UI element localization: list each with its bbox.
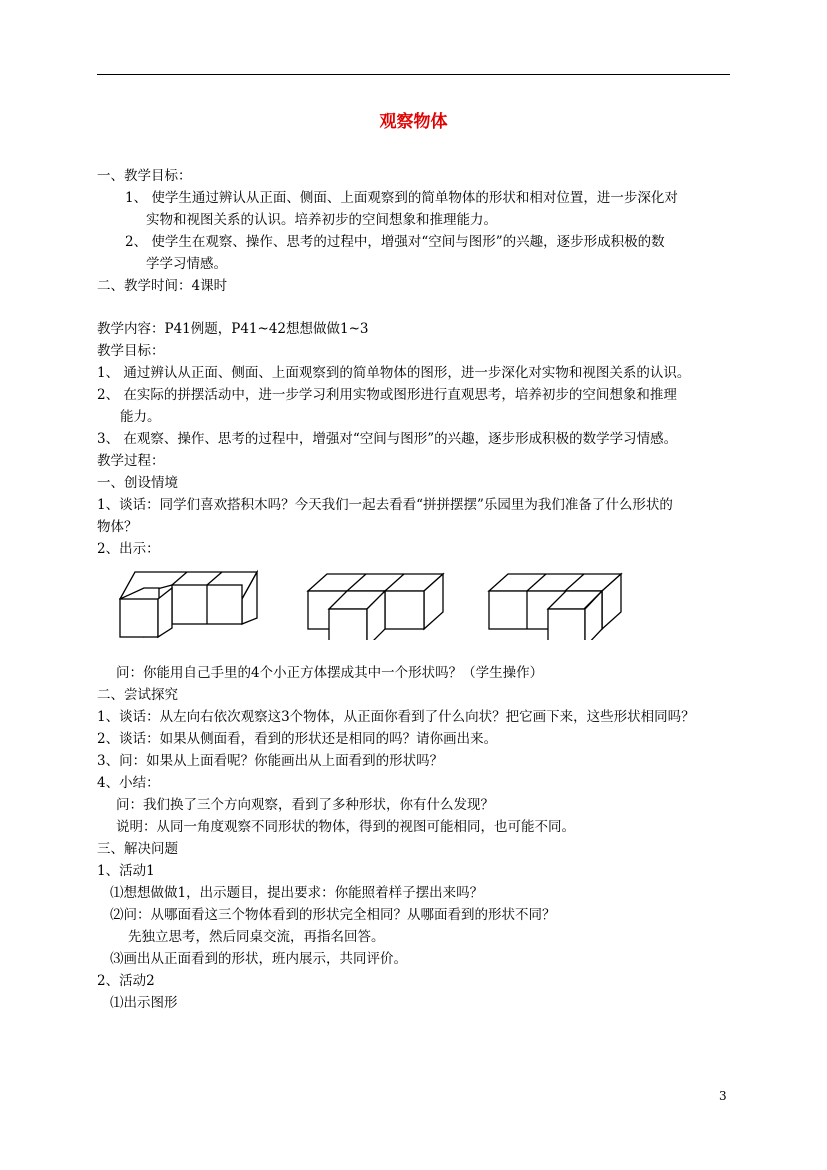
text-line: 一、教学目标： xyxy=(97,168,192,184)
text-line: 二、教学时间：4课时 xyxy=(97,278,228,294)
text-line: 3、 在观察、操作、思考的过程中，增强对“空间与图形”的兴趣，逐步形成积极的数学学习情感。 xyxy=(97,431,678,447)
text-line: 三、解决问题 xyxy=(97,841,178,857)
text-line: 问：我们换了三个方向观察，看到了多种形状，你有什么发现？ xyxy=(116,797,494,813)
text-line: 教学过程： xyxy=(97,453,165,469)
text-line: 1、 通过辨认从正面、侧面、上面观察到的简单物体的图形，进一步深化对实物和视图关系的认识。 xyxy=(97,365,691,381)
page-title: 观察物体 xyxy=(379,112,448,132)
text-line: 2、 使学生在观察、操作、思考的过程中，增强对“空间与图形”的兴趣，逐步形成积极的数 xyxy=(125,234,665,250)
text-line: 1、谈话：从左向右依次观察这3个物体，从正面你看到了什么向状？把它画下来，这些形状相同吗？ xyxy=(97,709,695,725)
text-line: 先独立思考，然后同桌交流，再指名回答。 xyxy=(128,929,385,945)
text-line: 问：你能用自己手里的4个小正方体摆成其中一个形状吗？（学生操作） xyxy=(116,665,544,681)
text-line: 1、活动1 xyxy=(97,863,155,879)
text-line: 教学内容：P41例题，P41~42想想做做1~3 xyxy=(97,321,369,337)
text-line: 4、小结： xyxy=(97,775,160,791)
text-line: 2、活动2 xyxy=(97,973,155,989)
text-line: 1、 使学生通过辨认从正面、侧面、上面观察到的简单物体的形状和相对位置，进一步深化对 xyxy=(125,190,678,206)
cube-shape-1 xyxy=(120,572,257,637)
text-line: 二、尝试探究 xyxy=(97,687,178,703)
text-line: 3、问：如果从上面看呢？你能画出从上面看到的形状吗？ xyxy=(97,753,444,769)
text-line: 教学目标： xyxy=(97,343,165,359)
text-line: 说明：从同一角度观察不同形状的物体，得到的视图可能相同，也可能不同。 xyxy=(116,819,575,835)
cube-arrangements-figure xyxy=(115,568,625,640)
text-line: 实物和视图关系的认识。培养初步的空间想象和推理能力。 xyxy=(146,212,497,228)
text-line: 学学习情感。 xyxy=(146,256,227,272)
text-line: 2、 在实际的拼摆活动中，进一步学习利用实物或图形进行直观思考，培养初步的空间想象和推理 xyxy=(97,387,677,403)
text-line: 能力。 xyxy=(120,409,161,425)
text-line: ⑴出示图形 xyxy=(110,995,178,1011)
text-line: 2、出示： xyxy=(97,541,160,557)
cube-shape-3 xyxy=(489,574,621,640)
text-line: 1、谈话：同学们喜欢搭积木吗？今天我们一起去看看“拼拼摆摆”乐园里为我们准备了什么形状的 xyxy=(97,497,673,513)
text-line: ⑴想想做做1，出示题目，提出要求：你能照着样子摆出来吗？ xyxy=(110,885,484,901)
header-rule xyxy=(97,74,730,75)
cube-shape-2 xyxy=(308,574,443,640)
text-line: 物体？ xyxy=(97,519,138,535)
page-number: 3 xyxy=(719,1089,727,1103)
text-line: 一、创设情境 xyxy=(97,475,178,491)
text-line: ⑵问：从哪面看这三个物体看到的形状完全相同？从哪面看到的形状不同？ xyxy=(110,907,556,923)
text-line: ⑶画出从正面看到的形状，班内展示，共同评价。 xyxy=(110,951,407,967)
text-line: 2、谈话：如果从侧面看，看到的形状还是相同的吗？请你画出来。 xyxy=(97,731,498,747)
